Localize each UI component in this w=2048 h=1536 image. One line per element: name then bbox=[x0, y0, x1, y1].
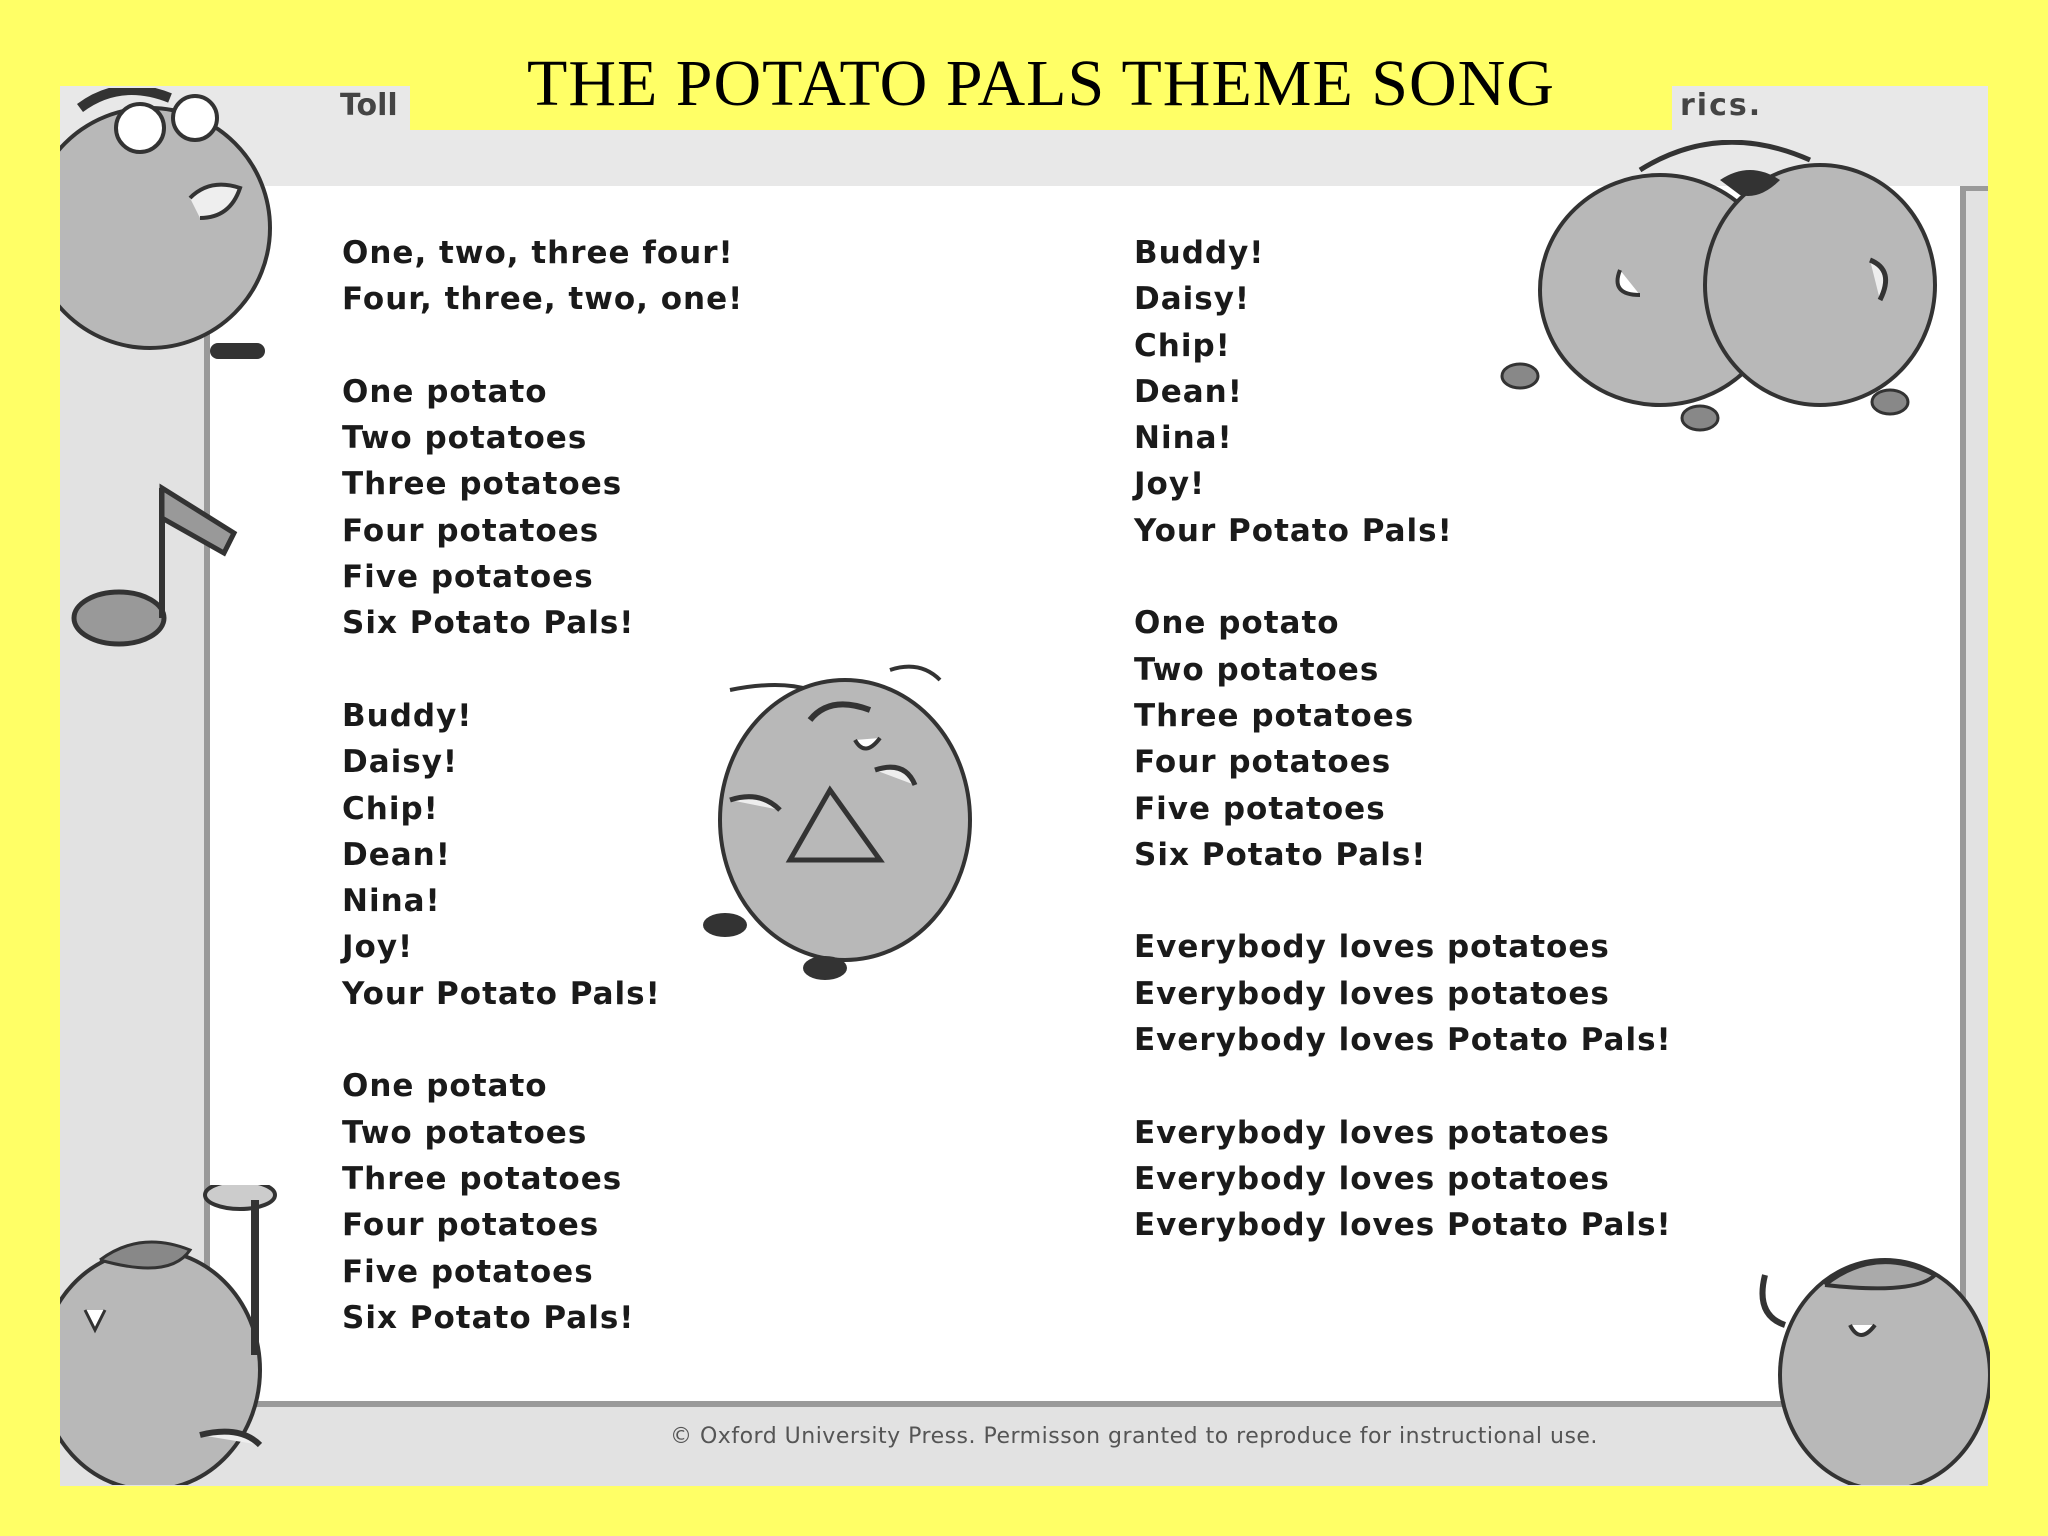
lyric-line: Nina! bbox=[1134, 420, 1233, 457]
verse-gap bbox=[1134, 554, 1672, 600]
lyric-line: Six Potato Pals! bbox=[342, 1299, 635, 1336]
lyric-line: Three potatoes bbox=[1134, 697, 1415, 734]
lyric-line: Everybody loves Potato Pals! bbox=[1134, 1207, 1672, 1244]
lyric-line: One, two, three four! bbox=[342, 235, 734, 271]
lyric-line: Your Potato Pals! bbox=[1134, 512, 1453, 549]
verse-gap bbox=[342, 1017, 743, 1063]
potato-with-cap-illustration bbox=[1755, 1235, 1990, 1485]
lyric-line: Three potatoes bbox=[342, 1160, 623, 1197]
lyric-line: Four, three, two, one! bbox=[342, 281, 744, 318]
lyric-line: Everybody loves potatoes bbox=[1134, 1114, 1610, 1151]
lyric-line: Joy! bbox=[1134, 466, 1206, 503]
lyric-line: Two potatoes bbox=[1134, 651, 1380, 688]
lyric-line: One potato bbox=[342, 1068, 548, 1105]
lyric-line: Five potatoes bbox=[342, 559, 594, 596]
cut-off-text-right: rics. bbox=[1680, 88, 1763, 123]
lyric-line: Everybody loves potatoes bbox=[1134, 975, 1610, 1012]
lyric-line: One potato bbox=[1134, 605, 1340, 642]
lyric-line: Buddy! bbox=[1134, 235, 1265, 271]
lyric-line: Joy! bbox=[342, 929, 414, 966]
title-banner bbox=[410, 38, 1672, 130]
verse-gap bbox=[342, 647, 743, 693]
lyric-line: Everybody loves Potato Pals! bbox=[1134, 1022, 1672, 1059]
page-title: THE POTATO PALS THEME SONG bbox=[527, 47, 1555, 120]
verse-gap bbox=[1134, 878, 1672, 924]
lyric-line: Three potatoes bbox=[342, 466, 623, 503]
copyright-footer: © Oxford University Press. Permisson granted to reproduce for instructional use. bbox=[670, 1424, 1598, 1449]
lyric-line: Chip! bbox=[342, 790, 439, 827]
lyric-line: Four potatoes bbox=[1134, 744, 1392, 781]
verse-gap bbox=[1134, 1063, 1672, 1109]
lyric-line: Two potatoes bbox=[342, 420, 588, 457]
lyric-line: Your Potato Pals! bbox=[342, 975, 661, 1012]
lyric-line: Two potatoes bbox=[342, 1114, 588, 1151]
lyric-line: Everybody loves potatoes bbox=[1134, 929, 1610, 966]
lyric-line: Daisy! bbox=[342, 744, 459, 781]
verse-gap bbox=[342, 323, 743, 369]
potato-pals-dancing-illustration bbox=[1490, 140, 1990, 440]
lyric-line: Nina! bbox=[342, 883, 441, 920]
potato-character-top-left-illustration bbox=[60, 88, 280, 368]
lyrics-column-left bbox=[342, 230, 743, 1341]
lyric-line: Five potatoes bbox=[342, 1253, 594, 1290]
lyric-line: Four potatoes bbox=[342, 512, 600, 549]
lyric-line: Six Potato Pals! bbox=[342, 605, 635, 642]
music-note-icon bbox=[64, 478, 244, 658]
cut-off-text-left: Toll bbox=[340, 88, 398, 123]
potato-with-tambourine-illustration bbox=[60, 1185, 300, 1485]
lyric-line: Daisy! bbox=[1134, 281, 1251, 318]
lyric-line: Dean! bbox=[342, 836, 451, 873]
lyric-line: Dean! bbox=[1134, 373, 1243, 410]
lyric-line: Six Potato Pals! bbox=[1134, 836, 1427, 873]
potato-with-triangle-illustration bbox=[700, 660, 990, 980]
lyric-line: One potato bbox=[342, 373, 548, 410]
lyric-line: Four potatoes bbox=[342, 1207, 600, 1244]
lyric-line: Everybody loves potatoes bbox=[1134, 1160, 1610, 1197]
lyric-line: Buddy! bbox=[342, 697, 473, 734]
lyric-line: Chip! bbox=[1134, 327, 1231, 364]
lyric-line: Five potatoes bbox=[1134, 790, 1386, 827]
